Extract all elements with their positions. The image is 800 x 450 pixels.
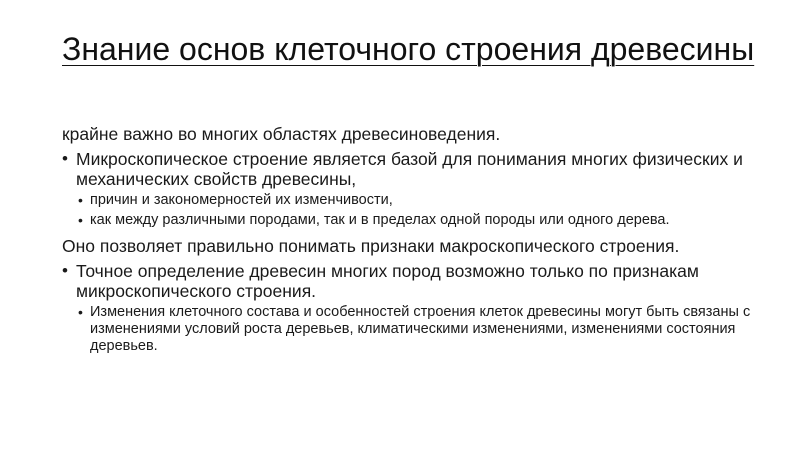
sub-bullet-variability [62, 192, 752, 209]
slide-body [62, 124, 752, 358]
paragraph-macroscopic: Оно позволяет правильно понимать признаки макроскопического строения. [62, 236, 680, 256]
sub-bullet-cell-changes [62, 304, 752, 355]
bullet-identification [62, 261, 752, 301]
bullet-dot: • [62, 149, 68, 168]
paragraph-intro: крайне важно во многих областях древесиноведения. [62, 124, 501, 144]
bullet-microscopic-structure [62, 149, 752, 189]
bullet-text: Точное определение древесин многих пород возможно только по признакам микроскопического строения. [76, 261, 699, 301]
bullet-dot: • [78, 304, 83, 320]
bullet-dot: • [78, 212, 83, 228]
bullet-text: Микроскопическое строение является базой для понимания многих физических и механических свойств древесины, [76, 149, 743, 189]
slide-title: Знание основ клеточного строения древесины [62, 31, 755, 67]
sub-bullet-text: причин и закономерностей их изменчивости, [90, 192, 393, 208]
bullet-dot: • [78, 192, 83, 208]
sub-bullet-text: Изменения клеточного состава и особенностей строения клеток древесины могут быть связаны с изменениями условий роста деревьев, климатическими изменениями, изменениями состояния деревьев. [90, 304, 751, 354]
sub-bullet-species [62, 212, 752, 229]
sub-bullet-text: как между различными породами, так и в пределах одной породы или одного дерева. [90, 212, 670, 228]
bullet-dot: • [62, 261, 68, 280]
